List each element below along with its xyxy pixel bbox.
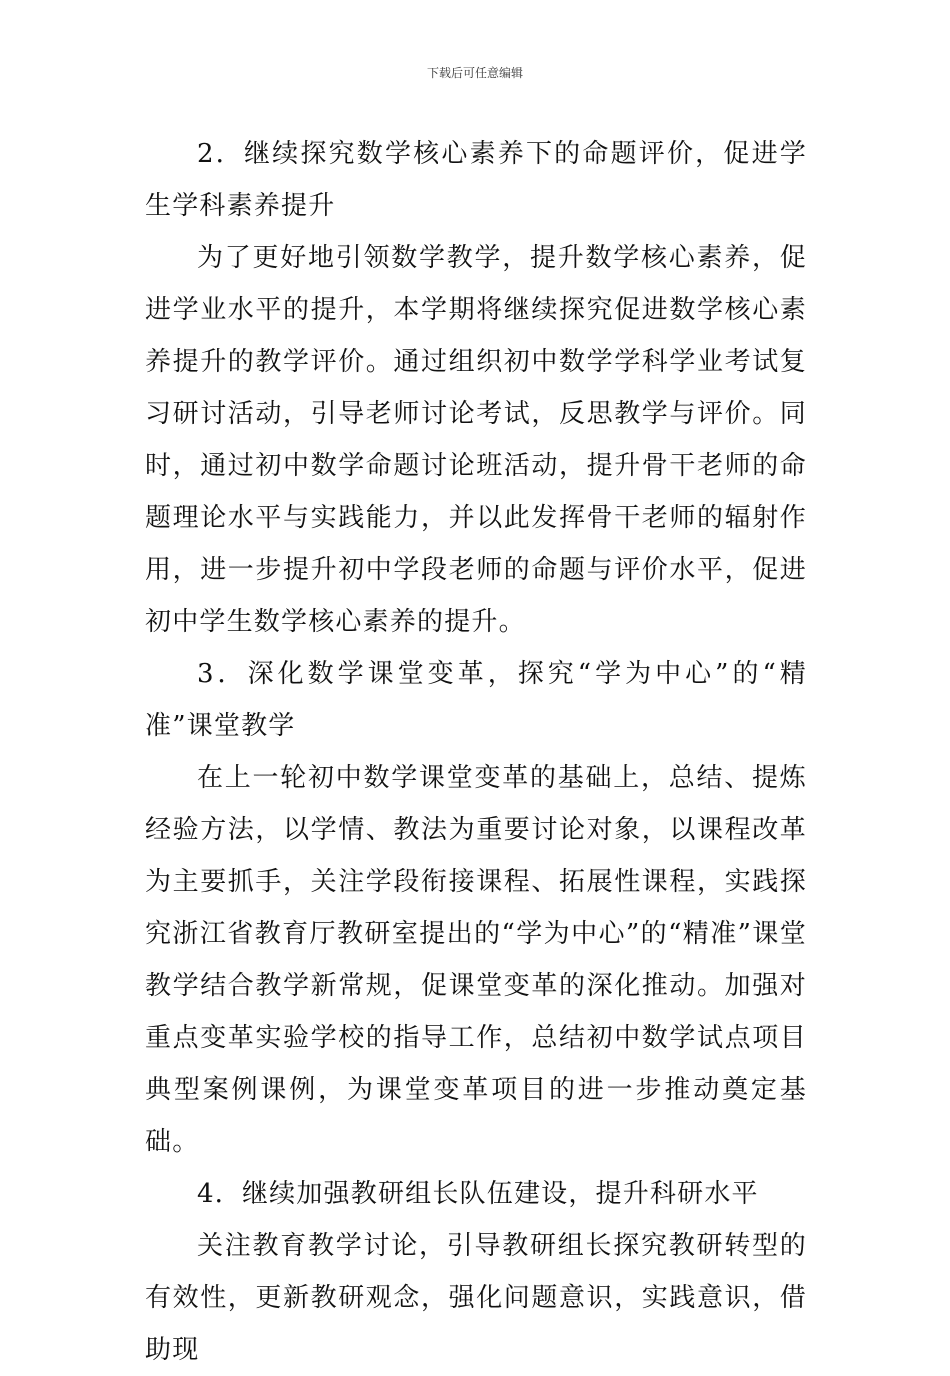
section-heading-4: 4．继续加强教研组长队伍建设，提升科研水平 — [197, 1179, 759, 1209]
page-header: 下载后可任意编辑 — [426, 66, 523, 80]
section-heading-3: 3．深化数学课堂变革，探究“学为中心”的“精准”课堂教学 — [145, 659, 807, 741]
body-paragraph: 为了更好地引领数学教学，提升数学核心素养，促进学业水平的提升，本学期将继续探究促进数学核心素养提升的教学评价。通过组织初中数学学科学业考试复习研讨活动，引导老师讨论考试，反思教学与评价。同时，通过初中数学命题讨论班活动，提升骨干老师的命题理论水平与实践能力，并以此发挥骨干老师的辐射作用，进一步提升初中学段老师的命题与评价水平，促进初中学生数学核心素养的提升。 — [145, 243, 807, 637]
section-heading-2: 2．继续探究数学核心素养下的命题评价，促进学生学科素养提升 — [145, 139, 807, 221]
body-paragraph: 关注教育教学讨论，引导教研组长探究教研转型的有效性，更新教研观念，强化问题意识，实践意识，借助现 — [145, 1231, 807, 1365]
document-body — [145, 128, 807, 1376]
body-paragraph: 在上一轮初中数学课堂变革的基础上，总结、提炼经验方法，以学情、教法为重要讨论对象，以课程改革为主要抓手，关注学段衔接课程、拓展性课程，实践探究浙江省教育厅教研室提出的“学为中心”的“精准”课堂教学结合教学新常规，促课堂变革的深化推动。加强对重点变革实验学校的指导工作，总结初中数学试点项目典型案例课例，为课堂变革项目的进一步推动奠定基础。 — [145, 763, 807, 1157]
